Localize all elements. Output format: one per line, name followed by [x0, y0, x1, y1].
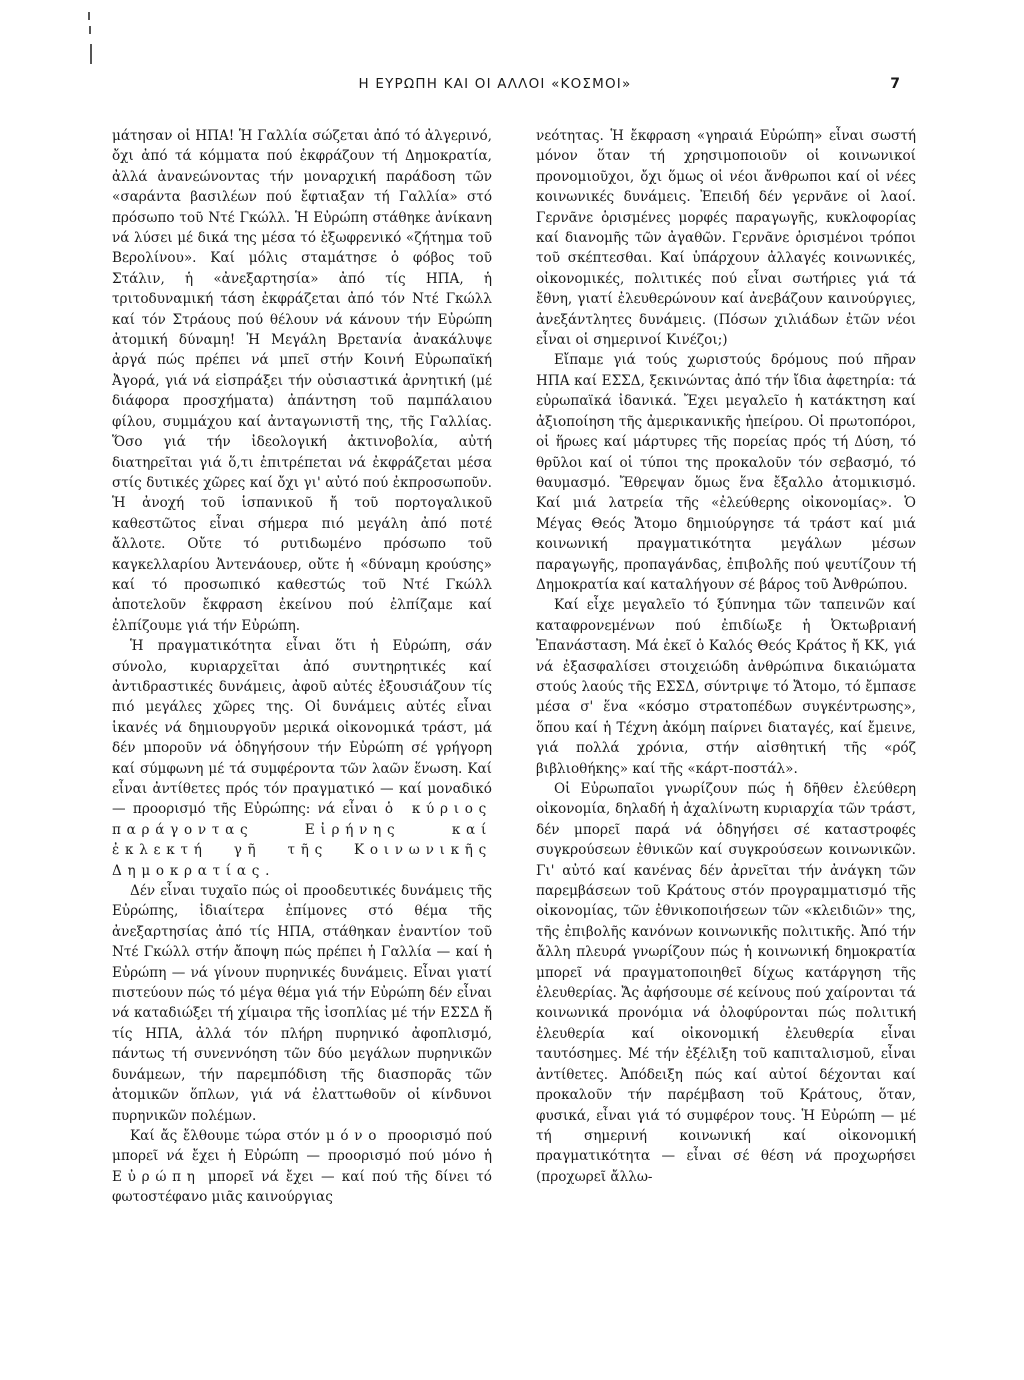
paragraph [112, 1126, 492, 1208]
paragraph-text: Ἡ πραγματικότητα εἶναι ὅτι ἡ Εὐρώπη, σάν σύνολο, κυριαρχεῖται ἀπό συντηρητικές καί ἀντιδραστικές δυνάμεις, ἀφοῦ αὐτές ἐξουσιάζουν τίς πιό μεγάλες χῶρες της. Οἱ δυνάμεις αὐτές εἶναι ἱκανές νά δημιουργοῦν μερικά οἰκονομικά τράστ, μά δέν μποροῦν νά ὁδηγήσουν τήν Εὐρώπη σέ γρήγορη καί σύμφωνη μέ τά συμφέροντα τῶν λαῶν ἕνωση. Καί εἶναι ἀντίθετες πρός τόν πραγματικό — καί μοναδικό — προορισμό τῆς Εὐρώπης: νά εἶναι [112, 638, 492, 818]
paragraph: Δέν εἶναι τυχαῖο πώς οἱ προοδευτικές δυνάμεις τῆς Εὐρώπης, ἰδιαίτερα ἐπίμονες στό θέμα τῆς ἀνεξαρτησίας ἀπό τίς ΗΠΑ, στάθηκαν ἐναντίον τοῦ Ντέ Γκώλλ στήν ἄποψη πώς πρέπει ἡ Γαλλία — καί ἡ Εὐρώπη — νά γίνουν πυρηνικές δυνάμεις. Εἶναι γιατί πιστεύουν πώς τό μέγα θέμα γιά τήν Εὐρώπη δέν εἶναι νά καταδιώξει τή χίμαιρα τῆς ἰσοπλίας μέ τήν ΕΣΣΔ ἤ τίς ΗΠΑ, ἀλλά τόν πλήρη πυρηνικό ἀφοπλισμό, πάντως τή συνεννόηση τῶν δύο μεγάλων πυρηνικῶν δυνάμεων, τήν παρεμπόδιση τῆς διασπορᾶς τῶν ἀτομικῶν ὅπλων, γιά νά ἐλαττωθοῦν οἱ κίνδυνοι πυρηνικῶν πολέμων. [112, 883, 492, 1124]
paragraph-text: Καί ἄς ἔλθουμε τώρα στόν [130, 1127, 321, 1144]
right-column [536, 126, 916, 1187]
running-header [90, 76, 900, 98]
spaced-emphasis: μόνο [325, 1127, 383, 1144]
spaced-emphasis: Εὐρώπη [112, 1168, 201, 1185]
paragraph: Καί εἶχε μεγαλεῖο τό ξύπνημα τῶν ταπεινῶν καί καταφρονεμένων πού ἐπιδίωξε ἡ Ὀκτωβριανή Ἐπανάσταση. Μά ἐκεῖ ὁ Καλός Θεός Κράτος ἤ ΚΚ, γιά νά ἐξασφαλίσει στοιχειώδη ἀνθρώπινα δικαιώματα στούς λαούς τῆς ΕΣΣΔ, σύντριψε τό Ἄτομο, τό ἔμπασε μέσα σ' ἕνα «κόσμο στρατοπέδων συγκέντρωσης», ὅπου καί ἡ Τέχνη ἀκόμη παίρνει διαταγές, καί ἔμεινε, γιά πολλά χρόνια, στήν αἰσθητική τῆς «ρόζ βιβλιοθήκης» καί τῆς «κάρτ-ποστάλ». [536, 597, 916, 777]
paragraph: νεότητας. Ἡ ἔκφραση «γηραιά Εὐρώπη» εἶναι σωστή μόνον ὅταν τή χρησιμοποιοῦν οἱ κοινωνικοί προνομιοῦχοι, ὄχι ὅμως οἱ νέοι ἄνθρωποι καί οἱ νέες κοινωνικές δυνάμεις. Ἐπειδή δέν γερνᾶνε οἱ λαοί. Γερνᾶνε ὁρισμένες μορφές παραγωγῆς, κυκλοφορίας καί διανομῆς τῶν ἀγαθῶν. Γερνᾶνε ὁρισμένοι τρόποι τοῦ σκέπτεσθαι. Καί ὑπάρχουν ἀλλαγές κοινωνικές, οἰκονομικές, πολιτικές πού εἶναι σωτήριες γιά τά ἔθνη, γιατί ἐλευθερώνουν καί ἀνεβάζουν καινούργιες, ἀνεξάντλητες δυνάμεις. (Πόσων χιλιάδων ἐτῶν νέοι εἶναι οἱ σημερινοί Κινέζοι;) [536, 128, 916, 349]
spaced-emphasis: ὁ κύριος παράγοντας Εἰρήνης καί ἐκλεκτή γῆ τῆς Κοινωνικῆς Δημοκρατίας. [112, 801, 492, 879]
paragraph-text: μπορεῖ νά ἔχει — καί πού τῆς δίνει τό φωτοστέφανο μιᾶς καινούργιας [112, 1168, 492, 1206]
paragraph: Οἱ Εὐρωπαῖοι γνωρίζουν πώς ἡ δῆθεν ἐλεύθερη οἰκονομία, δηλαδή ἡ ἀχαλίνωτη κυριαρχία τῶν τράστ, δέν μπορεῖ παρά νά ὁδηγήσει σέ καταστροφές συγκρούσεων ἐθνικῶν καί συγκρούσεων κοινωνικῶν. Γι' αὐτό καί κανένας δέν ἀρνεῖται τήν ἀνάγκη τῶν παρεμβάσεων τοῦ Κράτους στόν προγραμματισμό τῆς οἰκονομίας, τῶν ἐθνικοποιήσεων τῶν «κλειδιῶν» της, τῆς ἐπιβολῆς κανόνων κοινωνικῆς πολιτικῆς. Ἀπό τήν ἄλλη πλευρά γνωρίζουν πώς ἡ κοινωνική δημοκρατία μπορεῖ νά πραγματοποιηθεῖ δίχως κατάργηση τῆς ἐλευθερίας. Ἄς ἀφήσουμε σέ κείνους πού χαίρονται τά κοινωνικά προνόμια νά ὀλοφύρονται πώς πολιτική ἐλευθερία καί οἰκονομική ἐλευθερία εἶναι ταυτόσημες. Μέ τήν ἐξέλιξη τοῦ καπιταλισμοῦ, εἶναι ἀντίθετες. Ἀπόδειξη πώς καί αὐτοί δέχονται καί προκαλοῦν τήν παρέμβαση τοῦ Κράτους, ὅταν, φυσικά, εἶναι γιά τό συμφέρον τους. Ἡ Εὐρώπη — μέ τή σημερινή κοινωνική καί οἰκονομική πραγματικότητα — εἶναι σέ θέση νά προχωρήσει (προχωρεῖ ἄλλω- [536, 781, 916, 1185]
paragraph [112, 636, 492, 881]
paragraph: μάτησαν οἱ ΗΠΑ! Ἡ Γαλλία σώζεται ἀπό τό ἀλγερινό, ὄχι ἀπό τά κόμματα πού ἐκφράζουν τή Δημοκρατία, ἀλλά ἀνανεώνοντας τήν μοναρχική παράδοση τῶν «σαράντα βασιλέων πού ἔφτιαξαν τή Γαλλία» στό πρόσωπο τοῦ Ντέ Γκώλλ. Ἡ Εὐρώπη στάθηκε ἀνίκανη νά λύσει μέ δικά της μέσα τό ἐξωφρενικό «ζήτημα τοῦ Βερολίνου». Καί μόλις σταμάτησε ὁ φόβος τοῦ Στάλιν, ἡ «ἀνεξαρτησία» ἀπό τίς ΗΠΑ, ἡ τριτοδυναμική τάση ἐκφράζεται ἀπό τόν Ντέ Γκώλλ καί τόν Στράους πού θέλουν νά κάνουν τήν Εὐρώπη ἀτομική δύναμη! Ἡ Μεγάλη Βρετανία ἀνακάλυψε ἀργά πώς πρέπει νά μπεῖ στήν Κοινή Εὐρωπαϊκή Ἀγορά, γιά νά εἰσπράξει τήν οὐσιαστικά ἀρνητική (μέ διάφορα προσχήματα) ἀπάντηση τοῦ παμπάλαιου φίλου, συμμάχου καί ἀνταγωνιστῆ της, τῆς Γαλλίας. Ὅσο γιά τήν ἰδεολογική ἀκτινοβολία, αὐτή διατηρεῖται γιά ὅ,τι ἐπιτρέπεται νά ἐκφράζεται μέσα στίς δυτικές χῶρες καί ὄχι γι' αὐτό πού ἐκπροσωποῦν. Ἡ ἀνοχή τοῦ ἱσπανικοῦ ἤ τοῦ πορτογαλικοῦ καθεστῶτος εἶναι σήμερα πιό μεγάλη ἀπό ποτέ ἄλλοτε. Οὔτε τό ρυτιδωμένο πρόσωπο τοῦ καγκελλαρίου Ἀντενάουερ, οὔτε ἡ «δύναμη κρούσης» καί τό προσωπικό καθεστώς τοῦ Ντέ Γκώλλ ἀποτελοῦν ἔκφραση ἐκείνου πού ἐλπίζαμε καί ἐλπίζουμε γιά τήν Εὐρώπη. [112, 128, 492, 634]
header-title: Η ΕΥΡΩΠΗ ΚΑΙ ΟΙ ΑΛΛΟΙ «ΚΟΣΜΟΙ» [358, 76, 632, 92]
paragraph-text: προορισμό πού μπορεῖ νά ἔχει ἡ Εὐρώπη — προορισμό πού μόνο ἡ [112, 1127, 492, 1165]
page-number: 7 [890, 76, 900, 92]
paragraph: Εἴπαμε γιά τούς χωριστούς δρόμους πού πῆραν ΗΠΑ καί ΕΣΣΔ, ξεκινώντας ἀπό τήν ἴδια ἀφετηρία: τά εὐρωπαϊκά ἰδανικά. Ἔχει μεγαλεῖο ἡ κατάκτηση καί ἀξιοποίηση τῆς ἀμερικανικῆς ἠπείρου. Οἱ πρωτοπόροι, οἱ ἥρωες καί μάρτυρες τῆς πορείας πρός τή Δύση, τό θρῦλοι καί οἱ τύποι της προκαλοῦν τόν σεβασμό, τό θαυμασμό. Ἔθρεψαν ὅμως ἕνα ἔξαλλο ἀτομικισμό. Καί μιά λατρεία τῆς «ἐλεύθερης οἰκονομίας». Ὁ Μέγας Θεός Ἄτομο δημιούργησε τά τράστ καί μιά κοινωνική πραγματικότητα μεγάλων μέσων παραγωγῆς, προπαγάνδας, ἐπιβολῆς πού ψευτίζουν τή Δημοκρατία καί καταλήγουν σέ βάρος τοῦ Ἀνθρώπου. [536, 352, 916, 593]
left-column [112, 126, 492, 1208]
